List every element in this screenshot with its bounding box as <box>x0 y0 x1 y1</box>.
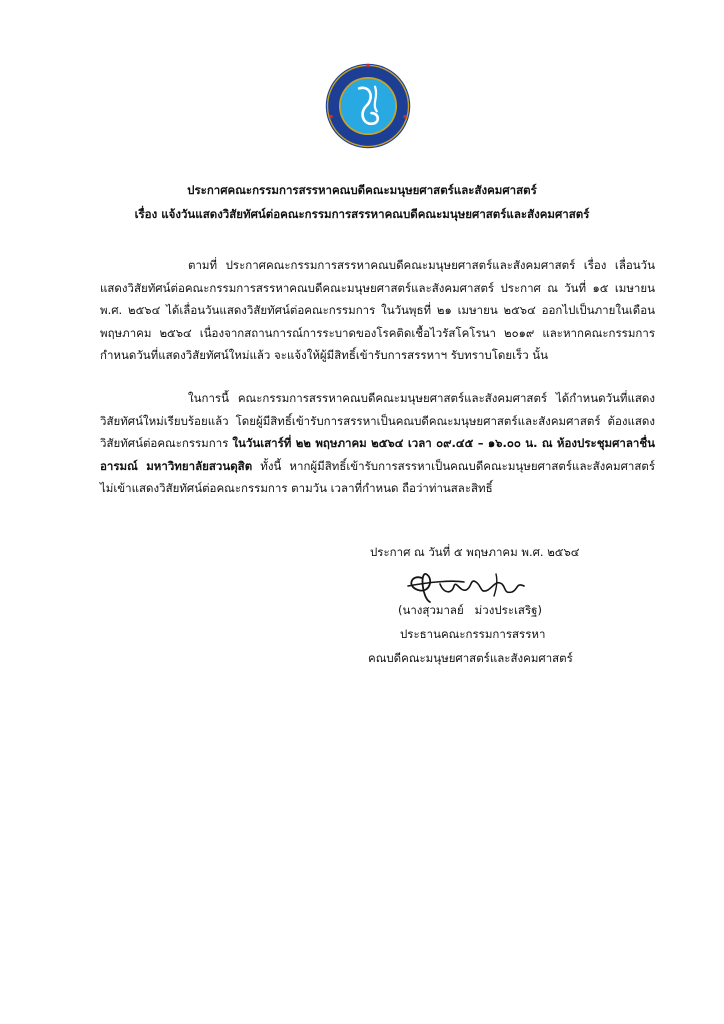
seal-right-dot <box>403 115 407 119</box>
announcement-title: ประกาศคณะกรรมการสรรหาคณบดีคณะมนุษยศาสตร์และสังคมศาสตร์ <box>187 183 537 197</box>
university-seal-icon <box>324 62 412 150</box>
paragraph-2 <box>100 387 655 500</box>
announcement-date: ประกาศ ณ วันที่ ๕ พฤษภาคม พ.ศ. ๒๕๖๔ <box>370 545 580 559</box>
signature-stroke-3 <box>440 581 524 592</box>
seal-left-dot <box>329 115 333 119</box>
paragraph-2-intro: ในการนี้ คณะกรรมการสรรหาคณบดีคณะมนุษยศาสตร์และสังคมศาสตร์ ได้กำหนดวันที่แสดงวิสัยทัศน์ใหม่เรียบร้อยแล้ว โดยผู้มีสิทธิ์เข้ารับการสรรหาเป็นคณบดีคณะมนุษยศาสตร์และสังคมศาสตร์ ต้องแสดงวิสัยทัศน์ต่อคณะกรรมการ <box>100 391 655 451</box>
paragraph-1 <box>100 254 655 367</box>
paragraph-2-tail: ทั้งนี้ หากผู้มีสิทธิ์เข้ารับการสรรหาเป็นคณบดีคณะมนุษยศาสตร์และสังคมศาสตร์ ไม่เข้าแสดงวิสัยทัศน์ต่อคณะกรรมการ ตามวัน เวลาที่กำหนด ถือว่าท่านสละสิทธิ์ <box>100 458 655 496</box>
signatory-position-line-1: ประธานคณะกรรมการสรรหา <box>400 627 546 641</box>
paragraph-1-text: ตามที่ ประกาศคณะกรรมการสรรหาคณบดีคณะมนุษยศาสตร์และสังคมศาสตร์ เรื่อง เลื่อนวันแสดงวิสัยทัศน์ต่อคณะกรรมการสรรหาคณบดีคณะมนุษยศาสตร์และสังคมศาสตร์ ประกาศ ณ วันที่ ๑๕ เมษายน พ.ศ. ๒๕๖๔ ได้เลื่อนวันแสดงวิสัยทัศน์ต่อคณะกรรมการ ในวันพุธที่ ๒๑ เมษายน ๒๕๖๔ ออกไปเป็นภายในเดือนพฤษภาคม ๒๕๖๔ เนื่องจากสถานการณ์การระบาดของโรคติดเชื้อไวรัสโคโรนา ๒๐๑๙ และหากคณะกรรมการกำหนดวันที่แสดงวิสัยทัศน์ใหม่แล้ว จะแจ้งให้ผู้มีสิทธิ์เข้ารับการสรรหาฯ รับทราบโดยเร็ว นั้น <box>100 258 655 363</box>
signature-stroke-1 <box>411 574 430 602</box>
signatory-position-line-2: คณบดีคณะมนุษยศาสตร์และสังคมศาสตร์ <box>368 651 573 665</box>
announcement-subject: เรื่อง แจ้งวันแสดงวิสัยทัศน์ต่อคณะกรรมการสรรหาคณบดีคณะมนุษยศาสตร์และสังคมศาสตร์ <box>134 207 590 221</box>
paragraph-2-date-venue: ในวันเสาร์ที่ ๒๒ พฤษภาคม ๒๕๖๔ เวลา ๐๙.๔๕ – ๑๖.๐๐ น. ณ ห้องประชุมศาลาชื่นอารมณ์ มหาวิทยาลัยสวนดุสิต <box>100 436 656 473</box>
seal-top-dot <box>366 64 370 68</box>
signatory-name: (นางสุวมาลย์ ม่วงประเสริฐ) <box>398 603 542 617</box>
